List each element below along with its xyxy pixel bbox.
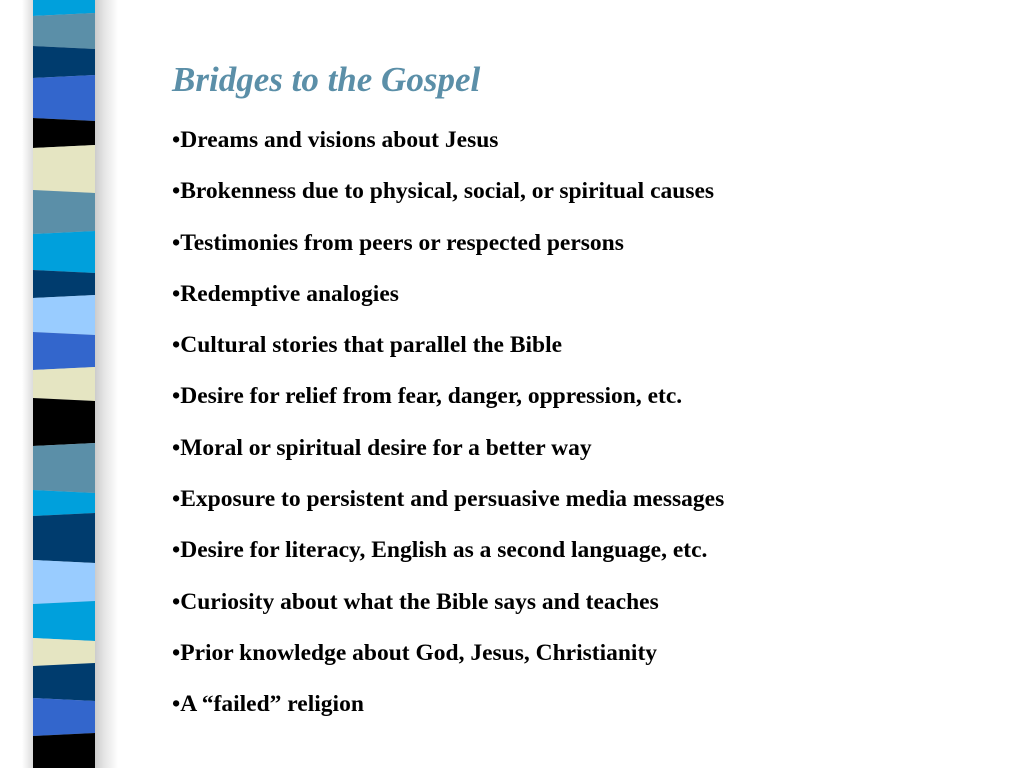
bullet-item bbox=[172, 173, 724, 224]
bullet-glyph: • bbox=[172, 178, 181, 205]
stripe-segment bbox=[33, 75, 95, 121]
bullet-item bbox=[172, 225, 724, 276]
bullet-text: Curiosity about what the Bible says and teaches bbox=[180, 588, 659, 615]
bullet-glyph: • bbox=[172, 332, 181, 359]
bullet-item bbox=[172, 122, 724, 173]
bullet-glyph: • bbox=[172, 280, 181, 307]
bullet-glyph: • bbox=[172, 486, 181, 513]
bullet-item bbox=[172, 635, 724, 686]
stripe-segment bbox=[33, 145, 95, 193]
bullet-glyph: • bbox=[172, 383, 181, 410]
stripe-segment bbox=[33, 13, 95, 49]
stripe-segment bbox=[33, 560, 95, 604]
stripe-segment bbox=[33, 295, 95, 335]
bullet-item bbox=[172, 276, 724, 327]
stripe-segment bbox=[33, 231, 95, 273]
stripe-segment bbox=[33, 443, 95, 493]
stripe-segment bbox=[33, 46, 95, 78]
bullet-item bbox=[172, 481, 724, 532]
bullet-glyph: • bbox=[172, 537, 181, 564]
bullet-text: Desire for relief from fear, danger, oppression, etc. bbox=[180, 383, 683, 410]
stripe-segment bbox=[33, 663, 95, 701]
bullet-text: Cultural stories that parallel the Bible bbox=[180, 332, 563, 359]
slide-title: Bridges to the Gospel bbox=[172, 60, 481, 99]
bullet-text: Desire for literacy, English as a second language, etc. bbox=[180, 537, 708, 564]
bullet-item bbox=[172, 532, 724, 583]
stripe-segment bbox=[33, 190, 95, 234]
bullet-glyph: • bbox=[172, 434, 181, 461]
stripe-segment bbox=[33, 118, 95, 148]
bullet-glyph: • bbox=[172, 639, 181, 666]
bullet-item bbox=[172, 378, 724, 429]
bullet-item bbox=[172, 327, 724, 378]
bullet-glyph: • bbox=[172, 691, 181, 718]
bullet-text: Exposure to persistent and persuasive media messages bbox=[180, 486, 725, 513]
stripe-segment bbox=[33, 490, 95, 516]
bullet-text: Dreams and visions about Jesus bbox=[180, 127, 499, 153]
bullet-text: Prior knowledge about God, Jesus, Christianity bbox=[180, 639, 658, 666]
bullet-item bbox=[172, 584, 724, 635]
stripe-segment bbox=[33, 332, 95, 370]
stripe-segment bbox=[33, 513, 95, 563]
bullet-text: Testimonies from peers or respected persons bbox=[180, 229, 624, 256]
stripe-segment bbox=[33, 367, 95, 401]
stripe-segment bbox=[33, 698, 95, 736]
bullet-text: A “failed” religion bbox=[180, 691, 364, 718]
bullet-glyph: • bbox=[172, 588, 181, 615]
bullet-item bbox=[172, 430, 724, 481]
bullet-glyph: • bbox=[172, 127, 181, 153]
stripe-segment bbox=[33, 733, 95, 768]
stripe-segment bbox=[33, 601, 95, 641]
stripe-segment bbox=[33, 270, 95, 298]
bullet-text: Moral or spiritual desire for a better way bbox=[180, 434, 592, 461]
bullet-text: Brokenness due to physical, social, or spiritual causes bbox=[180, 178, 715, 205]
bullet-text: Redemptive analogies bbox=[180, 280, 399, 307]
stripe-segment bbox=[33, 638, 95, 666]
decorative-stripe-bar bbox=[33, 0, 95, 768]
bullet-list bbox=[172, 122, 724, 738]
stripe-segment bbox=[33, 398, 95, 446]
bullet-item bbox=[172, 686, 724, 737]
bullet-glyph: • bbox=[172, 229, 181, 256]
